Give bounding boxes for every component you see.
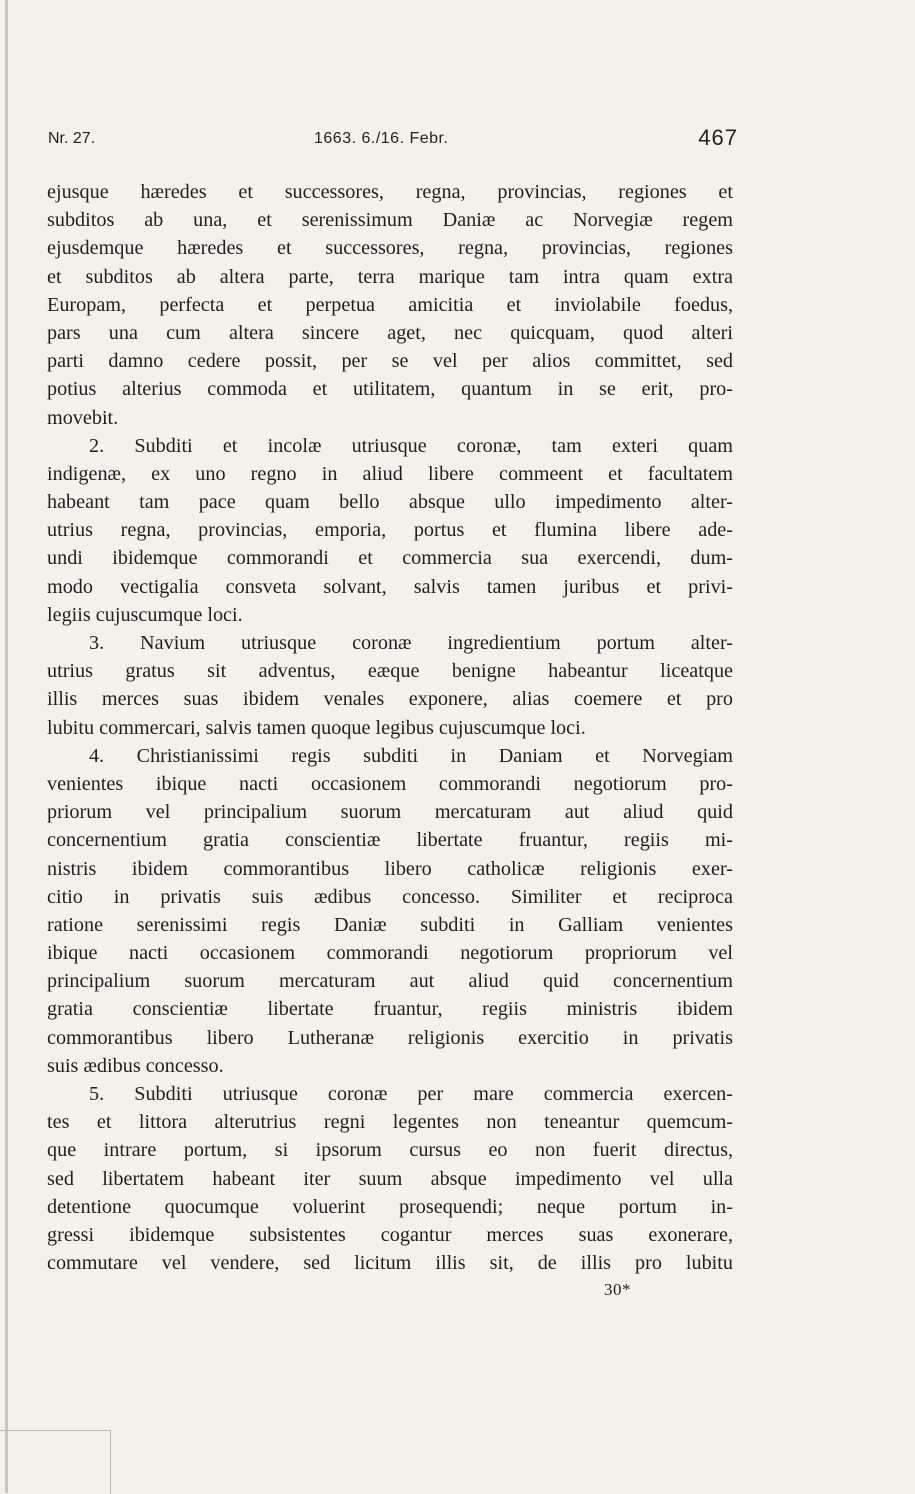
text-line: sed libertatem habeant iter suum absque impedimento vel ulla [47, 1167, 733, 1190]
page-number: 467 [698, 125, 738, 150]
text-line: utrius gratus sit adventus, eæque benigne habeantur liceatque [47, 660, 733, 683]
signature-mark: 30* [604, 1280, 631, 1299]
text-line: 3. Navium utriusque coronæ ingredientium portum alter- [89, 632, 733, 654]
text-line: 4. Christianissimi regis subditi in Daniam et Norvegiam [89, 744, 733, 767]
running-header [48, 125, 738, 156]
text-line: legiis cujuscumque loci. [47, 603, 243, 626]
text-line: ejusque hæredes et successores, regna, provincias, regiones et [47, 181, 733, 203]
text-line: indigenæ, ex uno regno in aliud libere commeent et facultatem [47, 462, 733, 485]
text-line: suis ædibus concesso. [47, 1054, 224, 1077]
text-line: detentione quocumque voluerint prosequendi; neque portum in- [47, 1195, 733, 1218]
page-edge [5, 0, 8, 1493]
text-line: tes et littora alterutrius regni legentes non teneantur quemcum- [47, 1111, 733, 1134]
text-line: gressi ibidemque subsistentes cogantur merces suas exonerare, [47, 1223, 733, 1246]
text-line: utrius regna, provincias, emporia, portus et flumina libere ade- [47, 519, 733, 542]
text-line: ratione serenissimi regis Daniæ subditi in Galliam venientes [47, 913, 733, 936]
text-line: principalium suorum mercaturam aut aliud quid concernentium [47, 970, 733, 993]
document-date: 1663. 6./16. Febr. [314, 130, 449, 147]
text-line: 2. Subditi et incolæ utriusque coronæ, tam exteri quam [89, 434, 733, 457]
text-line: priorum vel principalium suorum mercaturam aut aliud quid [47, 801, 733, 824]
text-line: citio in privatis suis ædibus concesso. Similiter et reciproca [47, 885, 733, 908]
text-line: et subditos ab altera parte, terra marique tam intra quam extra [47, 265, 733, 288]
text-line: subditos ab una, et serenissimum Daniæ ac Norvegiæ regem [47, 209, 733, 232]
text-line: illis merces suas ibidem venales exponere, alias coemere et pro [47, 688, 733, 711]
text-line: que intrare portum, si ipsorum cursus eo non fuerit directus, [47, 1139, 733, 1162]
body-text [47, 178, 733, 1277]
text-line: commorantibus libero Lutheranæ religionis exercitio in privatis [47, 1026, 733, 1049]
text-line: venientes ibique nacti occasionem commorandi negotiorum pro- [47, 772, 733, 795]
text-line: ejusdemque hæredes et successores, regna, provincias, regiones [47, 237, 733, 260]
text-line: habeant tam pace quam bello absque ullo impedimento alter- [47, 491, 733, 514]
text-line: movebit. [47, 406, 119, 429]
text-line: Europam, perfecta et perpetua amicitia et inviolabile foedus, [47, 293, 733, 316]
text-line: nistris ibidem commorantibus libero catholicæ religionis exer- [47, 857, 733, 880]
text-line: pars una cum altera sincere aget, nec quicquam, quod alteri [47, 321, 733, 344]
text-line: parti damno cedere possit, per se vel per alios committet, sed [47, 350, 733, 373]
text-line: ibique nacti occasionem commorandi negotiorum propriorum vel [47, 942, 733, 965]
text-line: commutare vel vendere, sed licitum illis sit, de illis pro lubitu [47, 1252, 733, 1275]
text-line: concernentium gratia conscientiæ libertate fruantur, regiis mi- [47, 829, 733, 852]
document-number: Nr. 27. [48, 130, 96, 147]
scan-corner-mark [0, 1430, 111, 1494]
text-line: lubitu commercari, salvis tamen quoque legibus cujuscumque loci. [47, 716, 586, 739]
text-line: modo vectigalia consveta solvant, salvis tamen juribus et privi- [47, 575, 733, 598]
text-line: gratia conscientiæ libertate fruantur, regiis ministris ibidem [47, 998, 733, 1021]
text-line: 5. Subditi utriusque coronæ per mare commercia exercen- [89, 1083, 733, 1105]
text-line: potius alterius commoda et utilitatem, quantum in se erit, pro- [47, 378, 733, 401]
text-line: undi ibidemque commorandi et commercia sua exercendi, dum- [47, 547, 733, 570]
